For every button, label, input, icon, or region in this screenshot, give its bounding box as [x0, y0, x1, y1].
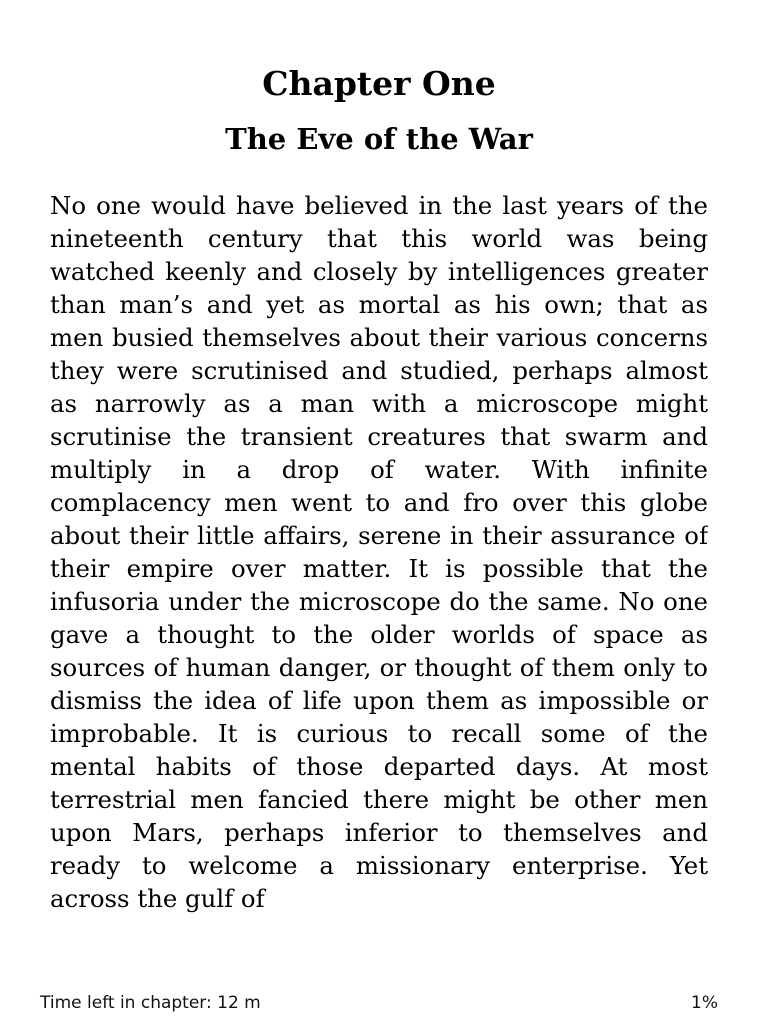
reading-status-bar — [40, 990, 718, 1016]
chapter-title-heading: The Eve of the War — [225, 122, 533, 156]
chapter-body-text: No one would have believed in the last years of the nineteenth century that this world was being watched keenly and closely by intelligences greater than man’s and yet as mortal as his own; that as men busied themselves about their various concerns they were scrutinised and studied, perhaps almost as narrowly as a man with a microscope might scrutinise the transient creatures that swarm and multiply in a drop of water. With infinite complacency men went to and fro over this globe about their little affairs, serene in their assurance of their empire over matter. It is possible that the infusoria under the microscope do the same. No one gave a thought to the older worlds of space as sources of human danger, or thought of them only to dismiss the idea of life upon them as impossible or improbable. It is curious to recall some of the mental habits of those departed days. At most terrestrial men fancied there might be other men upon Mars, perhaps inferior to themselves and ready to welcome a missionary enterprise. Yet across the gulf of — [50, 191, 708, 913]
chapter-number-heading: Chapter One — [262, 64, 496, 103]
time-left-in-chapter: Time left in chapter: 12 m — [40, 993, 261, 1013]
reading-progress-percent: 1% — [691, 993, 718, 1013]
